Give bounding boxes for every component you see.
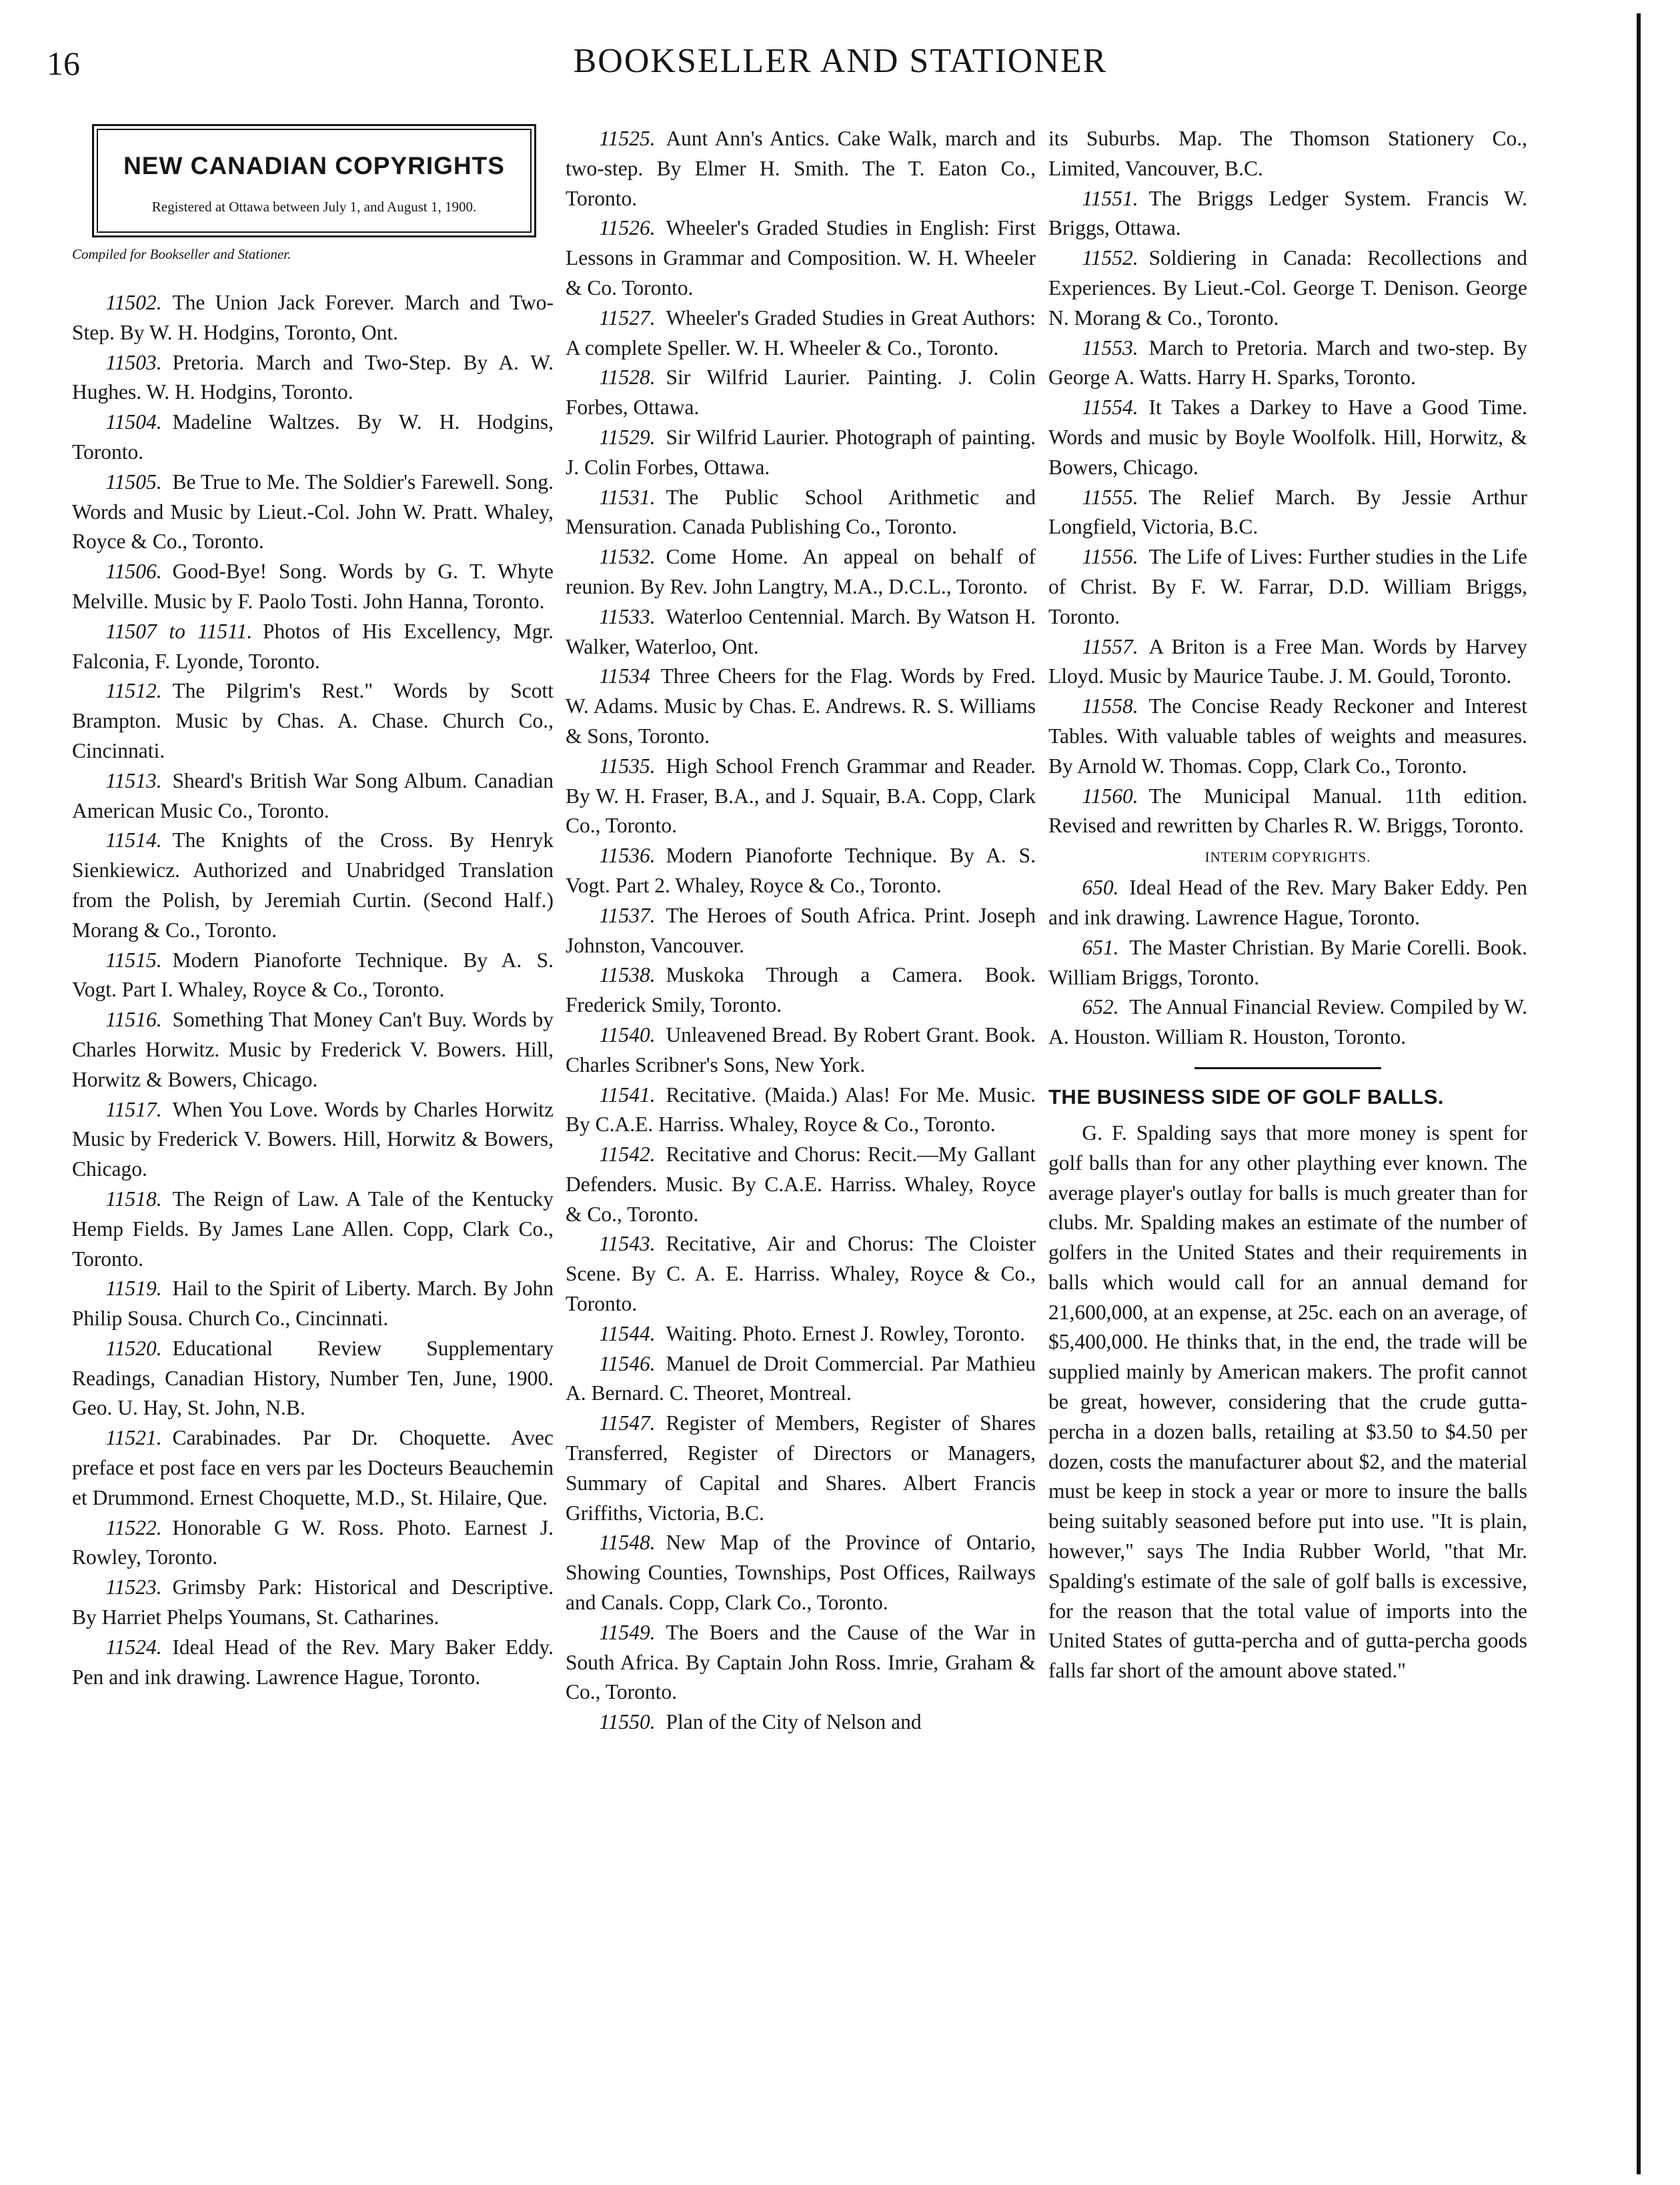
copyright-entry [566, 1528, 1036, 1617]
copyright-entry [72, 676, 554, 766]
entry-number: 11557. [1082, 634, 1138, 658]
entry-number: 11519. [105, 1277, 162, 1301]
copyright-entry [566, 662, 1036, 751]
entry-text: The Pilgrim's Rest." Words by Scott Brampton. Music by Chas. A. Chase. Church Co., Cincinnati. [72, 679, 554, 762]
copyright-entry [566, 841, 1036, 901]
copyright-entry [566, 1707, 1036, 1737]
entry-number: 11527. [599, 305, 656, 329]
copyright-entry [566, 483, 1036, 543]
entry-text: Modern Pianoforte Technique. By A. S. Vogt. Part I. Whaley, Royce & Co., Toronto. [72, 948, 554, 1002]
copyright-entry [1048, 542, 1527, 632]
entry-number: 11516. [105, 1008, 162, 1032]
copyright-entry [1048, 632, 1527, 692]
copyright-entry [566, 1409, 1036, 1528]
entry-number: 11528. [599, 366, 656, 390]
entry-text: Aunt Ann's Antics. Cake Walk, march and two-step. By Elmer H. Smith. The T. Eaton Co., Toronto. [566, 127, 1036, 210]
entry-text: Unleavened Bread. By Robert Grant. Book. Charles Scribner's Sons, New York. [566, 1022, 1036, 1076]
entry-number: 11520. [105, 1336, 162, 1360]
copyright-entry [72, 617, 554, 677]
entry-number: 11551. [1082, 186, 1138, 210]
entry-number: 11552. [1082, 246, 1138, 270]
copyright-entry [1048, 243, 1527, 333]
copyright-entry [72, 288, 554, 348]
entry-number: 651. [1082, 935, 1119, 959]
entry-number: 11558. [1082, 694, 1138, 718]
copyright-entry [566, 213, 1036, 303]
entry-text: Honorable G W. Ross. Photo. Earnest J. Rowley, Toronto. [72, 1515, 554, 1569]
copyright-entry [72, 1573, 554, 1633]
copyright-entry [566, 752, 1036, 841]
continuation-text: its Suburbs. Map. The Thomson Stationery Co., Limited, Vancouver, B.C. [1048, 127, 1527, 180]
copyright-entry [566, 542, 1036, 602]
entry-text: Muskoka Through a Camera. Book. Frederick Smily, Toronto. [566, 963, 1036, 1017]
entry-text: The Master Christian. By Marie Corelli. Book. William Briggs, Toronto. [1048, 935, 1527, 989]
entry-text: The Heroes of South Africa. Print. Joseph Johnston, Vancouver. [566, 903, 1036, 957]
entry-text: The Concise Ready Reckoner and Interest Tables. With valuable tables of weights and measures. By Arnold W. Thomas. Copp, Clark Co., Toronto. [1048, 694, 1527, 778]
entry-number: 11529. [599, 425, 656, 449]
entry-number: 11502. [105, 291, 162, 314]
entry-text: New Map of the Province of Ontario, Showing Counties, Townships, Post Offices, Railways and Canals. Copp, Clark Co., Toronto. [566, 1531, 1036, 1615]
copyright-entry [566, 1349, 1036, 1409]
entry-number: 11526. [599, 216, 656, 240]
copyright-entry [72, 946, 554, 1006]
copyright-entry [72, 557, 554, 617]
interim-entry-list [1048, 873, 1527, 1052]
entry-text: Madeline Waltzes. By W. H. Hodgins, Toronto. [72, 410, 554, 464]
entry-text: Recitative and Chorus: Recit.—My Gallant Defenders. Music. By C.A.E. Harriss. Whaley, Royce & Co., Toronto. [566, 1143, 1036, 1226]
copyright-entry [566, 901, 1036, 961]
entry-number: 11546. [599, 1351, 656, 1375]
copyright-entry [566, 1319, 1036, 1349]
entry-number: 11549. [599, 1620, 656, 1644]
entry-number: 11547. [599, 1411, 656, 1435]
column-3 [1048, 124, 1527, 1686]
interim-heading: INTERIM COPYRIGHTS. [1204, 849, 1371, 866]
entry-text: When You Love. Words by Charles Horwitz Music by Frederick V. Bowers. Hill, Horwitz & Bowers, Chicago. [72, 1097, 554, 1181]
entry-text: The Life of Lives: Further studies in the Life of Christ. By F. W. Farrar, D.D. William Briggs, Toronto. [1048, 545, 1527, 628]
entry-number: 11535. [599, 754, 656, 778]
entry-text: Waiting. Photo. Ernest J. Rowley, Toronto. [666, 1321, 1026, 1345]
entry-text: The Reign of Law. A Tale of the Kentucky Hemp Fields. By James Lane Allen. Copp, Clark Co., Toronto. [72, 1187, 554, 1271]
entry-text: Something That Money Can't Buy. Words by Charles Horwitz. Music by Frederick V. Bowers. Hill, Horwitz & Bowers, Chicago. [72, 1008, 554, 1091]
entry-text: Plan of the City of Nelson and [666, 1710, 922, 1734]
entry-number: 11506. [105, 560, 162, 584]
copyright-entry [72, 408, 554, 468]
article-body: G. F. Spalding says that more money is spent for golf balls than for any other plaything ever known. The average player's outlay for balls is much greater than for clubs. Mr. Spalding makes an estimate of the number of golfers in the United States and their requirements in balls which would call for an annual demand for 21,600,000, at an expense, at 25c. each on an average, of $5,400,000. He thinks that, in the end, the trade will be supplied mainly by American makers. The profit cannot be great, however, considering that the crude gutta-percha in a dozen balls, retailing at $3.50 to $4.50 per dozen, costs the manufacturer about $2, and the material must be keep in stock a year or more to insure the balls being suitably seasoned before put into use. "It is plain, however," says The India Rubber World, "that Mr. Spalding's estimate of the sale of golf balls is excessive, for the reason that the total value of imports into the United States of gutta-percha and of gutta-percha goods falls far short of the amount above stated." [1048, 1121, 1527, 1683]
entry-text: Waterloo Centennial. March. By Watson H. Walker, Waterloo, Ont. [566, 604, 1036, 658]
entry-text: Hail to the Spirit of Liberty. March. By John Philip Sousa. Church Co., Cincinnati. [72, 1277, 554, 1331]
entry-text: Recitative, Air and Chorus: The Cloister Scene. By C. A. E. Harriss. Whaley, Royce & Co., Toronto. [566, 1232, 1036, 1316]
entry-text: Wheeler's Graded Studies in Great Authors: A complete Speller. W. H. Wheeler & Co., Toronto. [566, 305, 1036, 359]
entry-number: 11521. [105, 1426, 162, 1450]
entry-text: Sheard's British War Song Album. Canadian American Music Co., Toronto. [72, 768, 554, 822]
entry-number: 11541. [599, 1082, 656, 1107]
copyright-entry [566, 1229, 1036, 1319]
entry-number: 11556. [1082, 545, 1138, 569]
entry-number: 11534 [599, 664, 650, 688]
entry-text: March to Pretoria. March and two-step. By George A. Watts. Harry H. Sparks, Toronto. [1048, 335, 1527, 390]
entry-text: The Annual Financial Review. Compiled by W. A. Houston. William R. Houston, Toronto. [1048, 995, 1527, 1049]
entry-number: 11532. [599, 545, 656, 569]
entry-text: Come Home. An appeal on behalf of reunion. By Rev. John Langtry, M.A., D.C.L., Toronto. [566, 545, 1036, 598]
copyright-entry [72, 1005, 554, 1095]
entry-number: 11543. [599, 1232, 656, 1256]
entry-number: 11554. [1082, 396, 1138, 420]
copyright-entry [566, 1020, 1036, 1080]
entry-number: 652. [1082, 995, 1119, 1019]
copyright-entry [1048, 782, 1527, 842]
entry-text: The Boers and the Cause of the War in South Africa. By Captain John Ross. Imrie, Graham & Co., Toronto. [566, 1620, 1036, 1704]
entry-text: The Briggs Ledger System. Francis W. Briggs, Ottawa. [1048, 186, 1527, 240]
entry-text: It Takes a Darkey to Have a Good Time. Words and music by Boyle Woolfolk. Hill, Horwitz, & Bowers, Chicago. [1048, 396, 1527, 479]
entry-text: Recitative. (Maida.) Alas! For Me. Music. By C.A.E. Harriss. Whaley, Royce & Co., Toronto. [566, 1082, 1036, 1137]
entry-number: 11525. [599, 127, 656, 150]
copyright-entry [1048, 992, 1527, 1052]
page-number: 16 [47, 45, 80, 82]
entry-number: 11514. [105, 828, 162, 852]
entry-list [72, 288, 554, 1692]
entry-text: Modern Pianoforte Technique. By A. S. Vogt. Part 2. Whaley, Royce & Co., Toronto. [566, 844, 1036, 897]
box-note: Registered at Ottawa between July 1, and August 1, 1900. [151, 199, 477, 215]
entry-text: Educational Review Supplementary Readings, Canadian History, Number Ten, June, 1900. Geo. U. Hay, St. John, N.B. [72, 1336, 554, 1420]
copyright-entry [72, 826, 554, 945]
copyright-entry [72, 1423, 554, 1513]
running-head: BOOKSELLER AND STATIONER [573, 42, 1108, 80]
copyright-entry [72, 1274, 554, 1334]
copyright-entry [72, 1633, 554, 1693]
entry-text: The Municipal Manual. 11th edition. Revised and rewritten by Charles R. W. Briggs, Toronto. [1048, 784, 1527, 838]
article-title: THE BUSINESS SIDE OF GOLF BALLS. [1048, 1084, 1444, 1109]
entry-text: Manuel de Droit Commercial. Par Mathieu A. Bernard. C. Theoret, Montreal. [566, 1351, 1036, 1405]
box-title: NEW CANADIAN COPYRIGHTS [123, 152, 505, 179]
page-header [40, 41, 1641, 95]
copyright-entry [566, 423, 1036, 483]
entry-number: 11507 to 11511. [105, 619, 253, 643]
copyright-entry [1048, 333, 1527, 394]
entry-number: 11512. [105, 679, 162, 703]
copyright-entry [1048, 483, 1527, 543]
entry-number: 11523. [105, 1575, 162, 1599]
entry-list [566, 124, 1036, 1737]
copyright-entry [566, 363, 1036, 423]
entry-text: Grimsby Park: Historical and Descriptive. By Harriet Phelps Youmans, St. Catharines. [72, 1575, 554, 1629]
entry-number: 11531. [599, 485, 656, 509]
entry-text: Be True to Me. The Soldier's Farewell. Song. Words and Music by Lieut.-Col. John W. Pratt. Whaley, Royce & Co., Toronto. [72, 470, 554, 554]
entry-text: Wheeler's Graded Studies in English: First Lessons in Grammar and Composition. W. H. Wheeler & Co. Toronto. [566, 216, 1036, 299]
entry-text: The Public School Arithmetic and Mensuration. Canada Publishing Co., Toronto. [566, 485, 1036, 539]
entry-text: High School French Grammar and Reader. By W. H. Fraser, B.A., and J. Squair, B.A. Copp, Clark Co., Toronto. [566, 754, 1036, 838]
entry-number: 11503. [105, 350, 162, 374]
entry-text: Good-Bye! Song. Words by G. T. Whyte Melville. Music by F. Paolo Tosti. John Hanna, Toronto. [72, 560, 554, 613]
page-edge-line [1637, 13, 1641, 2174]
entry-text: Register of Members, Register of Shares Transferred, Register of Directors or Managers, Summary of Capital and Shares. Albert Francis Griffiths, Victoria, B.C. [566, 1411, 1036, 1525]
entry-number: 11524. [105, 1635, 162, 1659]
entry-number: 11537. [599, 903, 656, 927]
copyright-entry [566, 602, 1036, 662]
entry-number: 11548. [599, 1531, 656, 1555]
compiled-credit: Compiled for Bookseller and Stationer. [72, 246, 291, 262]
copyright-entry [566, 1140, 1036, 1229]
entry-number: 11542. [599, 1143, 656, 1167]
entry-number: 11504. [105, 410, 162, 434]
copyright-entry [566, 960, 1036, 1020]
copyright-entry [566, 124, 1036, 213]
copyright-entry [72, 1334, 554, 1423]
entry-text: Ideal Head of the Rev. Mary Baker Eddy. Pen and ink drawing. Lawrence Hague, Toronto. [1048, 876, 1527, 929]
entry-number: 11505. [105, 470, 162, 494]
copyright-entry [566, 303, 1036, 363]
entry-number: 11538. [599, 963, 656, 987]
column-1 [72, 124, 554, 1692]
entry-number: 11518. [105, 1187, 162, 1211]
copyright-entry [1048, 393, 1527, 482]
copyright-entry [1048, 184, 1527, 244]
copyright-entry [72, 468, 554, 557]
entry-number: 11555. [1082, 485, 1138, 509]
entry-text: The Relief March. By Jessie Arthur Longfield, Victoria, B.C. [1048, 485, 1527, 539]
entry-text: Three Cheers for the Flag. Words by Fred. W. Adams. Music by Chas. E. Andrews. R. S. Williams & Sons, Toronto. [566, 664, 1036, 748]
entry-text: Ideal Head of the Rev. Mary Baker Eddy. Pen and ink drawing. Lawrence Hague, Toronto. [72, 1635, 554, 1689]
entry-number: 11553. [1082, 335, 1138, 359]
entry-list [1048, 184, 1527, 842]
copyright-entry [1048, 692, 1527, 781]
entry-number: 11560. [1082, 784, 1138, 808]
entry-number: 11533. [599, 604, 656, 628]
entry-text: Carabinades. Par Dr. Choquette. Avec preface et post face en vers par les Docteurs Beauchemin et Drummond. Ernest Choquette, M.D., St. Hilaire, Que. [72, 1426, 554, 1509]
copyright-entry [1048, 873, 1527, 933]
entry-number: 650. [1082, 876, 1119, 900]
copyright-entry [72, 1095, 554, 1185]
copyright-entry [72, 1513, 554, 1573]
copyright-entry [72, 348, 554, 408]
copyright-entry [566, 1080, 1036, 1141]
entry-text: Sir Wilfrid Laurier. Photograph of painting. J. Colin Forbes, Ottawa. [566, 425, 1036, 479]
entry-number: 11517. [105, 1097, 162, 1121]
entry-text: The Knights of the Cross. By Henryk Sienkiewicz. Authorized and Unabridged Translation from the Polish, by Jeremiah Curtin. (Second Half.) Morang & Co., Toronto. [72, 828, 554, 942]
entry-text: Soldiering in Canada: Recollections and Experiences. By Lieut.-Col. George T. Denison. George N. Morang & Co., Toronto. [1048, 246, 1527, 329]
column-2 [566, 124, 1036, 1737]
entry-number: 11515. [105, 948, 162, 972]
divider-rule [1194, 1067, 1381, 1069]
entry-text: A Briton is a Free Man. Words by Harvey Lloyd. Music by Maurice Taube. J. M. Gould, Toronto. [1048, 634, 1527, 688]
copyrights-heading-box [92, 124, 536, 237]
copyright-entry [72, 1185, 554, 1274]
entry-number: 11536. [599, 844, 656, 868]
entry-number: 11513. [105, 768, 162, 792]
entry-number: 11550. [599, 1710, 656, 1734]
entry-number: 11540. [599, 1022, 656, 1046]
entry-text: Pretoria. March and Two-Step. By A. W. Hughes. W. H. Hodgins, Toronto. [72, 350, 554, 404]
copyright-entry [72, 766, 554, 826]
entry-text: Photos of His Excellency, Mgr. Falconia, F. Lyonde, Toronto. [72, 619, 554, 673]
entry-number: 11544. [599, 1321, 656, 1345]
entry-number: 11522. [105, 1515, 162, 1539]
copyright-entry [1048, 933, 1527, 993]
copyright-entry [566, 1618, 1036, 1707]
entry-text: Sir Wilfrid Laurier. Painting. J. Colin Forbes, Ottawa. [566, 366, 1036, 420]
entry-text: The Union Jack Forever. March and Two-Step. By W. H. Hodgins, Toronto, Ont. [72, 291, 554, 344]
